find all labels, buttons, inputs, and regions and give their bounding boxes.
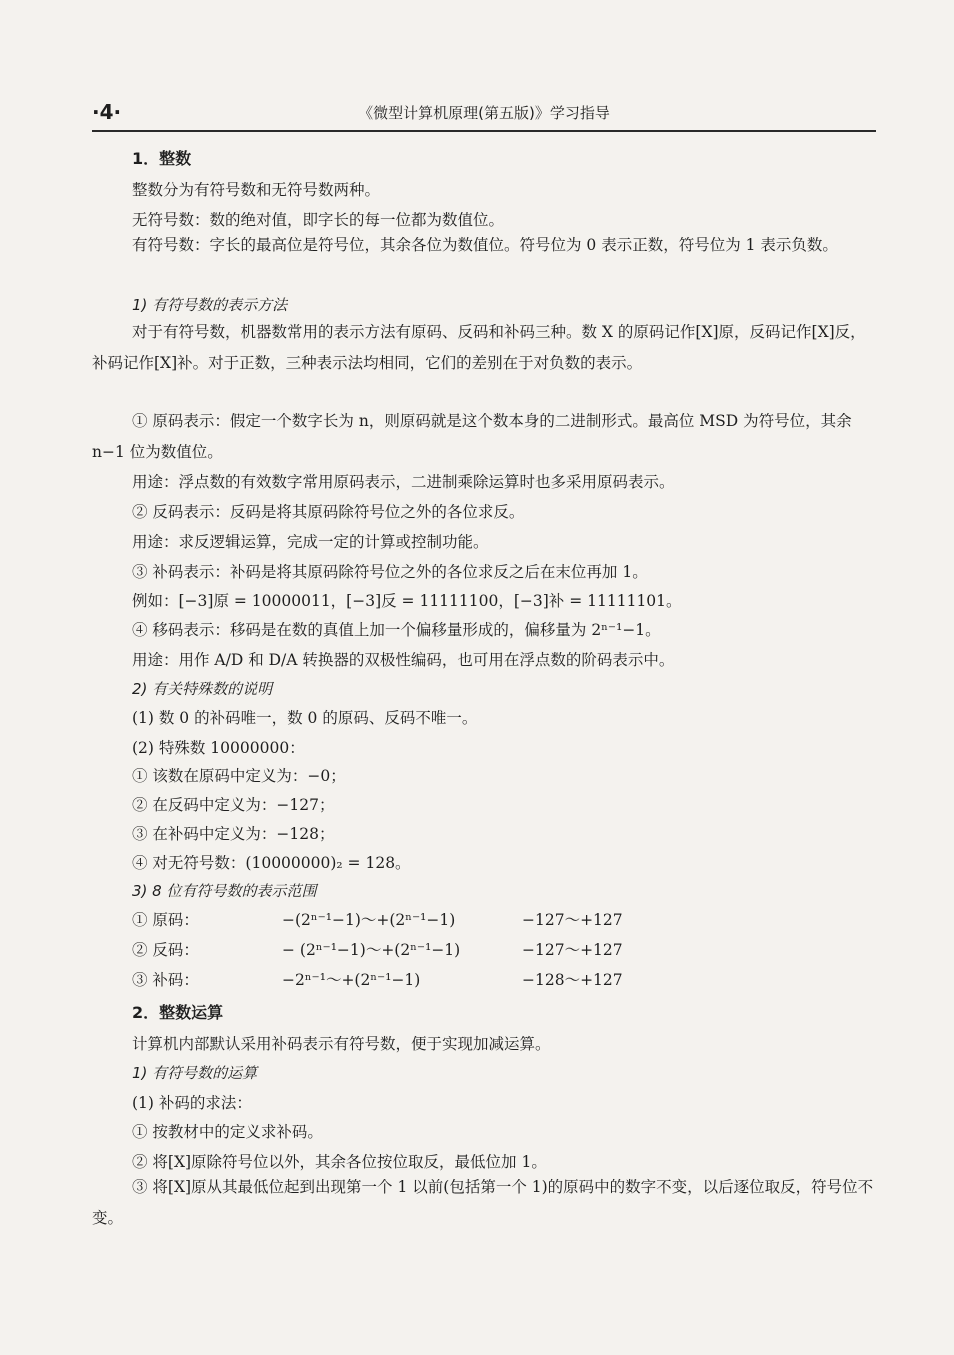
paragraph: (1) 补码的求法： [132, 1094, 252, 1112]
range-formula: − (2ⁿ⁻¹−1)～+(2ⁿ⁻¹−1) [282, 941, 461, 959]
paragraph: 例如：[−3]原 = 10000011，[−3]反 = 11111100，[−3]补 = 11111101。 [132, 592, 682, 610]
paragraph: 对于有符号数，机器数常用的表示方法有原码、反码和补码三种。数 X 的原码记作[X]原，反码记作[X]反，补码记作[X]补。对于正数，三种表示法均相同，它们的差别在于对负数的表示。 [92, 323, 866, 372]
paragraph: ① 按教材中的定义求补码。 [132, 1123, 323, 1141]
running-title: 《微型计算机原理(第五版)》学习指导 [358, 104, 610, 122]
paragraph: 无符号数：数的绝对值，即字长的每一位都为数值位。 [132, 211, 505, 229]
paragraph: ③ 补码表示：补码是将其原码除符号位之外的各位求反之后在末位再加 1。 [132, 563, 648, 581]
subheading: 3) 8 位有符号数的表示范围 [132, 882, 317, 900]
range-row-twos-complement [132, 968, 876, 990]
range-label: ① 原码： [132, 911, 199, 929]
page-header [92, 96, 876, 132]
paragraph: 有符号数：字长的最高位是符号位，其余各位为数值位。符号位为 0 表示正数，符号位为 1 表示负数。 [132, 236, 838, 254]
subheading: 1) 有符号数的运算 [132, 1064, 258, 1082]
range-label: ③ 补码： [132, 971, 199, 989]
paragraph: (2) 特殊数 10000000： [132, 739, 305, 757]
paragraph: ④ 对无符号数：(10000000)₂ = 128。 [132, 854, 411, 872]
paragraph: ③ 将[X]原从其最低位起到出现第一个 1 以前(包括第一个 1)的原码中的数字不变，以后逐位取反，符号位不变。 [92, 1178, 874, 1227]
range-value: −127～+127 [522, 941, 623, 959]
paragraph: ② 在反码中定义为：−127； [132, 796, 335, 814]
subheading: 1) 有符号数的表示方法 [132, 296, 288, 314]
range-label: ② 反码： [132, 941, 199, 959]
paragraph: ③ 在补码中定义为：−128； [132, 825, 335, 843]
paragraph: 用途：用作 A/D 和 D/A 转换器的双极性编码，也可用在浮点数的阶码表示中。 [132, 651, 675, 669]
subheading: 2) 有关特殊数的说明 [132, 680, 273, 698]
paragraph: ② 反码表示：反码是将其原码除符号位之外的各位求反。 [132, 503, 525, 521]
range-formula: −2ⁿ⁻¹～+(2ⁿ⁻¹−1) [282, 971, 421, 989]
paragraph: ① 该数在原码中定义为：−0； [132, 767, 346, 785]
paragraph: 计算机内部默认采用补码表示有符号数，便于实现加减运算。 [132, 1035, 551, 1053]
paragraph: ① 原码表示：假定一个数字长为 n，则原码就是这个数本身的二进制形式。最高位 MSD 为符号位，其余 n−1 位为数值位。 [92, 412, 852, 461]
range-value: −128～+127 [522, 971, 623, 989]
paragraph: 用途：浮点数的有效数字常用原码表示，二进制乘除运算时也多采用原码表示。 [132, 473, 675, 491]
paragraph: ② 将[X]原除符号位以外，其余各位按位取反，最低位加 1。 [132, 1153, 547, 1171]
range-formula: −(2ⁿ⁻¹−1)～+(2ⁿ⁻¹−1) [282, 911, 456, 929]
paragraph: 整数分为有符号数和无符号数两种。 [132, 181, 381, 199]
section-heading-integer-arithmetic: 2．整数运算 [132, 1003, 224, 1022]
page-number: ·4· [92, 100, 122, 124]
section-heading-integers: 1．整数 [132, 149, 192, 168]
range-row-ones-complement [132, 938, 876, 960]
range-row-sign-magnitude [132, 908, 876, 930]
paragraph: (1) 数 0 的补码唯一，数 0 的原码、反码不唯一。 [132, 709, 478, 727]
paragraph: 用途：求反逻辑运算，完成一定的计算或控制功能。 [132, 533, 489, 551]
paragraph: ④ 移码表示：移码是在数的真值上加一个偏移量形成的，偏移量为 2ⁿ⁻¹−1。 [132, 621, 661, 639]
range-value: −127～+127 [522, 911, 623, 929]
